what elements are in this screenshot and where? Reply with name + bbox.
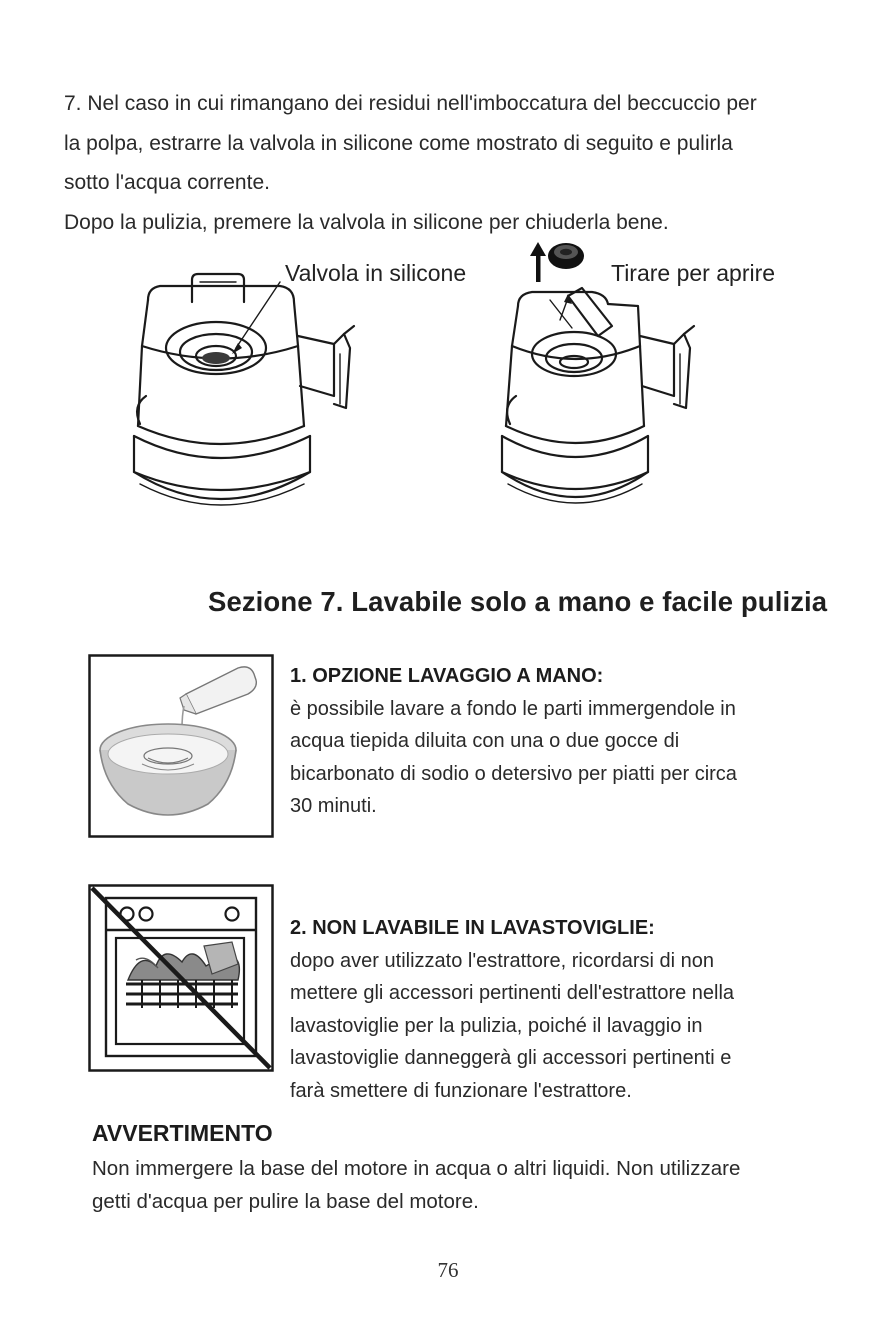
no-dishwasher-line-4: lavastoviglie danneggerà gli accessori pertinenti e — [290, 1047, 732, 1069]
warning-line-1: Non immergere la base del motore in acqua o altri liquidi. Non utilizzare — [92, 1157, 741, 1180]
pull-up-arrow-icon — [530, 242, 546, 282]
no-dishwasher-block — [290, 912, 850, 1107]
no-dishwasher-heading: 2. NON LAVABILE IN LAVASTOVIGLIE: — [290, 917, 655, 939]
no-dishwasher-icon — [88, 884, 274, 1072]
section-title: Sezione 7. Lavabile solo a mano e facile pulizia — [208, 586, 828, 617]
warning-body — [92, 1152, 852, 1218]
label-silicone-valve: Valvola in silicone — [285, 260, 467, 286]
bowl-washing-icon — [88, 654, 274, 838]
juicer-left-drawing — [134, 274, 354, 505]
no-dishwasher-line-3: lavastoviglie per la pulizia, poiché il lavaggio in — [290, 1014, 703, 1037]
no-dishwasher-line-1: dopo aver utilizzato l'estrattore, ricordarsi di non — [290, 949, 715, 972]
label-pull-to-open: Tirare per aprire — [611, 260, 776, 286]
hand-wash-line-3: bicarbonato di sodio o detersivo per piatti per circa — [290, 762, 737, 785]
intro-line-2: la polpa, estrarre la valvola in silicone come mostrato di seguito e pulirla — [64, 131, 733, 155]
hand-wash-line-1: è possibile lavare a fondo le parti immergendole in — [290, 697, 736, 720]
intro-line-3: sotto l'acqua corrente. — [64, 171, 270, 194]
warning-line-2: getti d'acqua per pulire la base del motore. — [92, 1190, 479, 1213]
juicer-right-drawing — [502, 288, 694, 503]
silicone-valve-icon — [548, 243, 584, 269]
intro-paragraph — [64, 84, 844, 242]
hand-wash-block — [290, 660, 850, 823]
no-dishwasher-line-2: mettere gli accessori pertinenti dell'estrattore nella — [290, 982, 735, 1004]
warning-title: AVVERTIMENTO — [92, 1120, 273, 1146]
intro-line-4: Dopo la pulizia, premere la valvola in silicone per chiuderla bene. — [64, 210, 669, 234]
hand-wash-line-2: acqua tiepida diluita con una o due gocce di — [290, 730, 680, 752]
hand-wash-line-4: 30 minuti. — [290, 795, 377, 817]
juicer-valve-illustration — [120, 236, 720, 526]
intro-line-1: 7. Nel caso in cui rimangano dei residui nell'imboccatura del beccuccio per — [64, 92, 757, 115]
no-dishwasher-line-5: farà smettere di funzionare l'estrattore. — [290, 1079, 632, 1102]
page-number: 76 — [437, 1258, 459, 1282]
hand-wash-heading: 1. OPZIONE LAVAGGIO A MANO: — [290, 665, 604, 687]
